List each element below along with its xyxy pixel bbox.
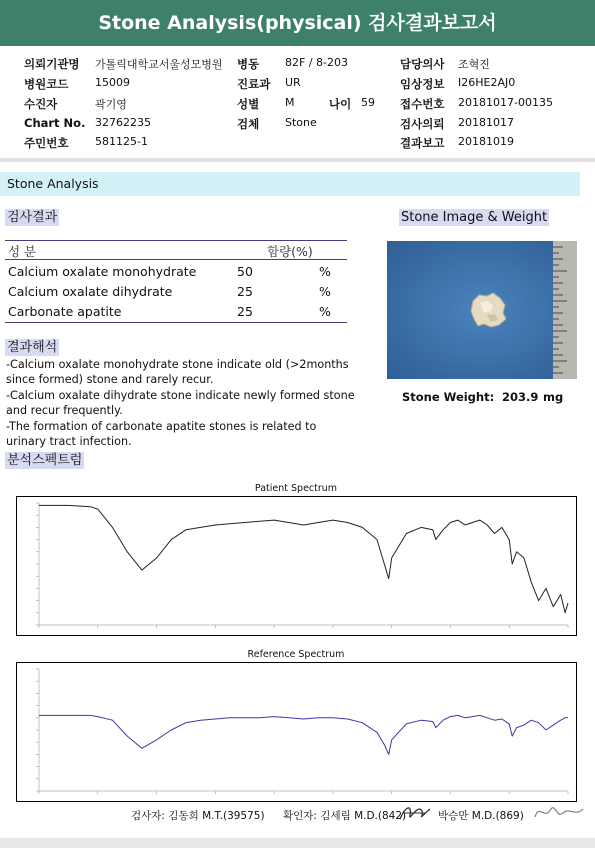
inspector: 검사자: 김동희 M.T.(39575) [131, 810, 265, 822]
id-value: 581125-1 [95, 135, 148, 148]
request-label: 검사의뢰 [400, 117, 445, 131]
hospital-code-value: 15009 [95, 76, 130, 89]
receipt-value: 20181017-00135 [458, 96, 553, 109]
patient-value: 곽기영 [95, 98, 127, 111]
signature-footer [0, 803, 595, 827]
weight-unit: mg [543, 390, 564, 404]
doctor-value: 조혁진 [458, 58, 490, 71]
specimen-value: Stone [285, 116, 317, 129]
spectrum-line [39, 715, 568, 754]
patient-info-panel [0, 46, 595, 156]
report-label: 결과보고 [400, 136, 445, 150]
reference-spectrum-chart [17, 663, 576, 801]
doctor-signature: 박승만 M.D.(869) [438, 810, 524, 822]
table-top-line [5, 240, 347, 241]
interpretation-line: -The formation of carbonate apatite stones is related to [6, 420, 317, 433]
id-label: 주민번호 [24, 136, 69, 150]
result-unit: % [319, 264, 331, 279]
image-heading: Stone Image & Weight [401, 210, 548, 225]
spectrum-heading: 분석스펙트럼 [7, 453, 83, 468]
sex-value: M [285, 96, 295, 109]
interpretation-line: -Calcium oxalate dihydrate stone indicate newly formed stone [6, 389, 355, 402]
result-unit: % [319, 304, 331, 319]
result-value: 50 [237, 264, 253, 279]
component-column-header: 성 분 [8, 244, 37, 259]
clinical-info-value: I26HE2AJ0 [458, 76, 516, 89]
stone-photo [387, 241, 577, 379]
result-unit: % [319, 284, 331, 299]
reference-spectrum-title: Reference Spectrum [247, 649, 345, 660]
interpretation-heading: 결과해석 [7, 340, 58, 355]
patient-label: 수진자 [24, 97, 58, 111]
hospital-code-label: 병원코드 [24, 77, 69, 91]
signature-mark [396, 799, 436, 827]
interpretation-line: since formed) stone and rarely recur. [6, 373, 214, 386]
ward-value: 82F / 8-203 [285, 56, 348, 69]
request-value: 20181017 [458, 116, 514, 129]
report-title: Stone Analysis(physical) 검사결과보고서 [0, 0, 595, 46]
chart-label: Chart No. [24, 116, 86, 130]
stone-photo-graphic [387, 241, 577, 379]
interpretation-line: urinary tract infection. [6, 435, 132, 448]
sex-label: 성별 [237, 97, 260, 111]
axis-line [39, 669, 568, 791]
institution-label: 의뢰기관명 [24, 57, 80, 71]
specimen-label: 검체 [237, 117, 260, 131]
patient-spectrum-frame [16, 496, 577, 636]
reference-spectrum-frame [16, 662, 577, 802]
section-title: Stone Analysis [7, 176, 99, 191]
age-value: 59 [361, 96, 375, 109]
patient-spectrum-chart [17, 497, 576, 635]
weight-value: 203.9 [502, 390, 539, 404]
chart-value: 32762235 [95, 116, 151, 129]
weight-label: Stone Weight: [402, 390, 495, 404]
result-name: Calcium oxalate monohydrate [8, 264, 197, 279]
doctor-label: 담당의사 [400, 57, 445, 71]
table-header-line [5, 259, 347, 260]
signature-mark [531, 799, 587, 827]
dept-value: UR [285, 76, 301, 89]
dept-label: 진료과 [237, 77, 271, 91]
clinical-info-label: 임상정보 [400, 77, 445, 91]
patient-spectrum-title: Patient Spectrum [254, 483, 338, 494]
age-label: 나이 [329, 97, 352, 111]
receipt-label: 접수번호 [400, 97, 445, 111]
bottom-band [0, 838, 595, 848]
spectrum-line [39, 505, 568, 612]
results-heading: 검사결과 [7, 210, 58, 225]
interpretation-line: and recur frequently. [6, 404, 123, 417]
confirmer: 확인자: 김세림 M.D.(842) [283, 810, 407, 822]
result-value: 25 [237, 284, 253, 299]
result-name: Carbonate apatite [8, 304, 122, 319]
section-header [0, 172, 580, 196]
interpretation-line: -Calcium oxalate monohydrate stone indicate old (>2months [6, 358, 349, 371]
result-name: Calcium oxalate dihydrate [8, 284, 173, 299]
axis-line [39, 503, 568, 625]
ward-label: 병동 [237, 57, 260, 71]
divider [0, 158, 595, 162]
report-value: 20181019 [458, 135, 514, 148]
result-value: 25 [237, 304, 253, 319]
institution-value: 가톨릭대학교서울성모병원 [95, 58, 223, 71]
table-bottom-line [5, 322, 347, 323]
amount-column-header: 함량(%) [267, 244, 313, 259]
